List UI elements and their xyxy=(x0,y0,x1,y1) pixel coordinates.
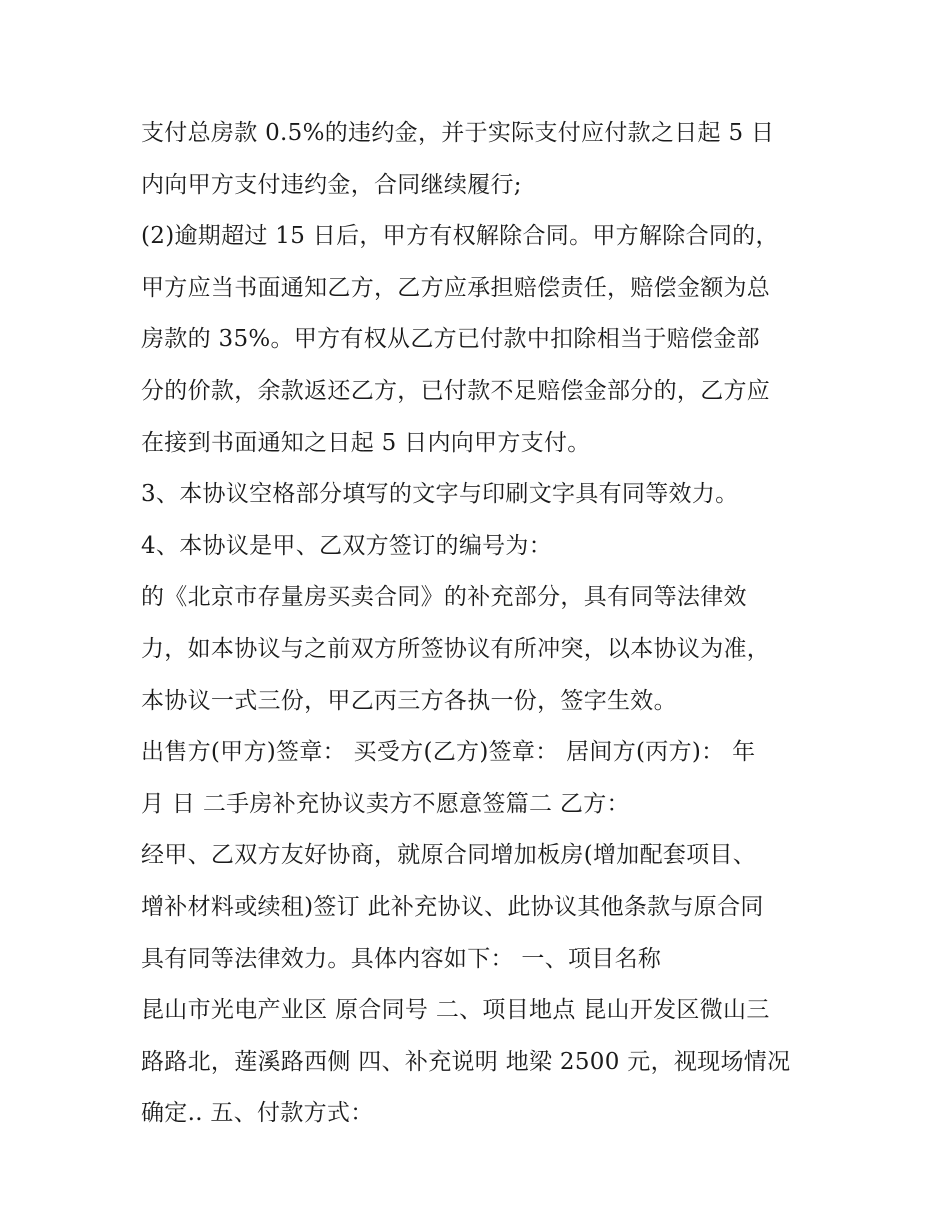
text-line: 经甲、乙双方友好协商，就原合同增加板房(增加配套项目、 xyxy=(141,842,757,869)
text-line: 4、本协议是甲、乙双方签订的编号为： xyxy=(141,532,553,559)
text-line: 分的价款，余款返还乙方，已付款不足赔偿金部分的，乙方应 xyxy=(141,377,771,404)
text-line: 具有同等法律效力。具体内容如下： 一、项目名称 xyxy=(141,945,662,972)
text-line: 的《北京市存量房买卖合同》的补充部分，具有同等法律效 xyxy=(141,584,747,611)
document-body xyxy=(141,108,821,1140)
text-line: 房款的 35%。甲方有权从乙方已付款中扣除相当于赔偿金部 xyxy=(141,326,760,353)
text-line: 支付总房款 0.5%的违约金，并于实际支付应付款之日起 5 日 xyxy=(141,120,775,146)
text-line: 甲方应当书面通知乙方，乙方应承担赔偿责任，赔偿金额为总 xyxy=(141,274,771,301)
text-line: 路路北，莲溪路西侧 四、补充说明 地梁 2500 元，视现场情况 xyxy=(141,1048,791,1075)
text-line: 3、本协议空格部分填写的文字与印刷文字具有同等效力。 xyxy=(141,481,739,508)
text-line: 月 日 二手房补充协议卖方不愿意签篇二 乙方： xyxy=(141,790,630,817)
text-line: 昆山市光电产业区 原合同号 二、项目地点 昆山开发区微山三 xyxy=(141,997,770,1024)
signature-line: 出售方(甲方)签章： 买受方(乙方)签章： 居间方(丙方)： 年 xyxy=(141,739,756,766)
text-line: (2)逾期超过 15 日后，甲方有权解除合同。甲方解除合同的， xyxy=(141,223,779,250)
text-line: 增补材料或续租)签订 此补充协议、此协议其他条款与原合同 xyxy=(141,893,764,920)
text-line: 本协议一式三份，甲乙丙三方各执一份，签字生效。 xyxy=(141,687,677,714)
text-line: 力，如本协议与之前双方所签协议有所冲突，以本协议为准， xyxy=(141,635,771,662)
text-line: 在接到书面通知之日起 5 日内向甲方支付。 xyxy=(141,429,591,456)
text-line: 内向甲方支付违约金，合同继续履行; xyxy=(141,171,522,198)
text-line: 确定.. 五、付款方式： xyxy=(141,1100,374,1127)
